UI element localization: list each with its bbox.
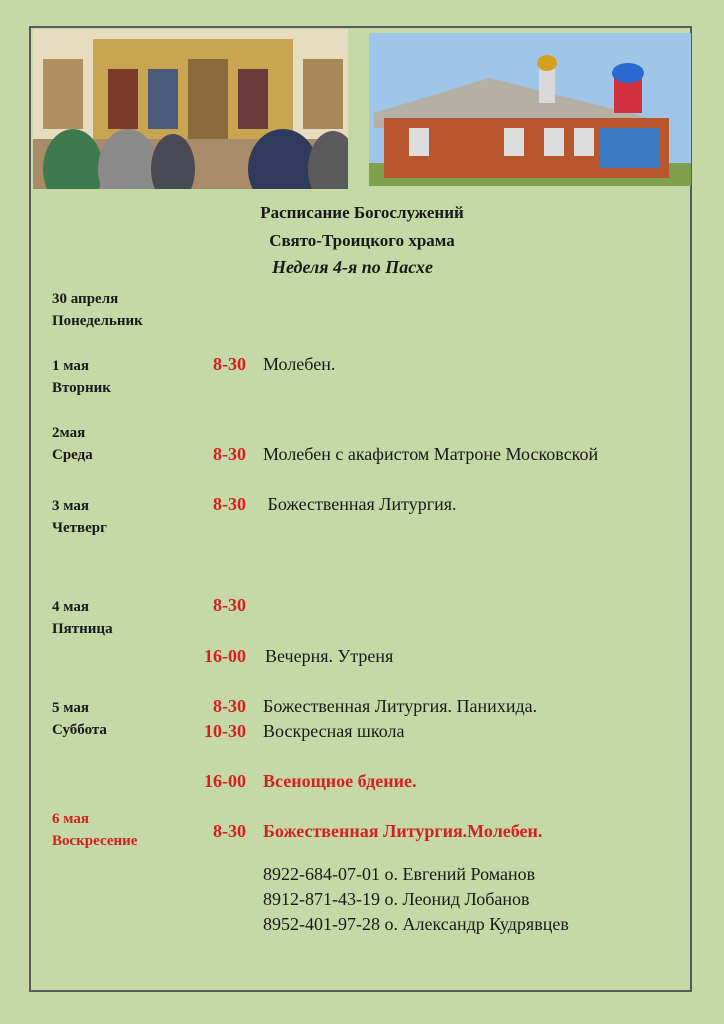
day-entry (52, 495, 107, 539)
service-event: Всенощное бдение. (263, 771, 417, 791)
day-entry (52, 808, 137, 852)
service-time: 8-30 (213, 696, 246, 716)
service-event: Божественная Литургия. Панихида. (263, 696, 538, 716)
day-date: 5 мая (52, 700, 89, 716)
contact-line: 8922-684-07-01 о. Евгений Романов (263, 864, 536, 884)
service-time: 8-30 (213, 494, 246, 514)
day-weekday: Среда (52, 447, 93, 463)
day-date: 30 апреля (52, 291, 119, 307)
day-date: 2мая (52, 425, 86, 441)
service-time: 8-30 (213, 821, 246, 841)
church-interior-photo (33, 29, 348, 189)
contact-line: 8952-401-97-28 о. Александр Кудрявцев (263, 914, 569, 934)
day-entry (52, 422, 93, 466)
day-entry (52, 355, 111, 399)
service-time: 10-30 (204, 721, 246, 741)
schedule-title: Расписание Богослужений (260, 203, 464, 222)
service-time: 8-30 (213, 595, 246, 615)
day-entry (52, 697, 107, 741)
church-name: Свято-Троицкого храма (269, 231, 455, 250)
day-weekday: Четверг (52, 520, 107, 536)
day-weekday: Воскресение (52, 833, 138, 849)
day-weekday: Понедельник (52, 313, 143, 329)
day-entry (52, 288, 143, 332)
service-event: Вечерня. Утреня (265, 646, 394, 666)
service-event: Воскресная школа (263, 721, 405, 741)
week-subtitle: Неделя 4-я по Пасхе (272, 257, 434, 277)
day-weekday: Пятница (52, 621, 113, 637)
day-date: 6 мая (52, 811, 89, 827)
service-time: 16-00 (204, 646, 246, 666)
service-event: Молебен с акафистом Матроне Московской (263, 444, 599, 464)
day-entry (52, 596, 113, 640)
contact-line: 8912-871-43-19 о. Леонид Лобанов (263, 889, 530, 909)
day-date: 3 мая (52, 498, 89, 514)
day-date: 1 мая (52, 358, 89, 374)
service-time: 8-30 (213, 354, 246, 374)
service-event: Божественная Литургия.Молебен. (263, 821, 543, 841)
service-time: 8-30 (213, 444, 246, 464)
day-weekday: Суббота (52, 722, 107, 738)
service-time: 16-00 (204, 771, 246, 791)
service-event: Божественная Литургия. (263, 494, 457, 514)
service-event: Молебен. (263, 354, 336, 374)
church-exterior-photo (369, 33, 691, 186)
day-date: 4 мая (52, 599, 89, 615)
day-weekday: Вторник (52, 380, 111, 396)
